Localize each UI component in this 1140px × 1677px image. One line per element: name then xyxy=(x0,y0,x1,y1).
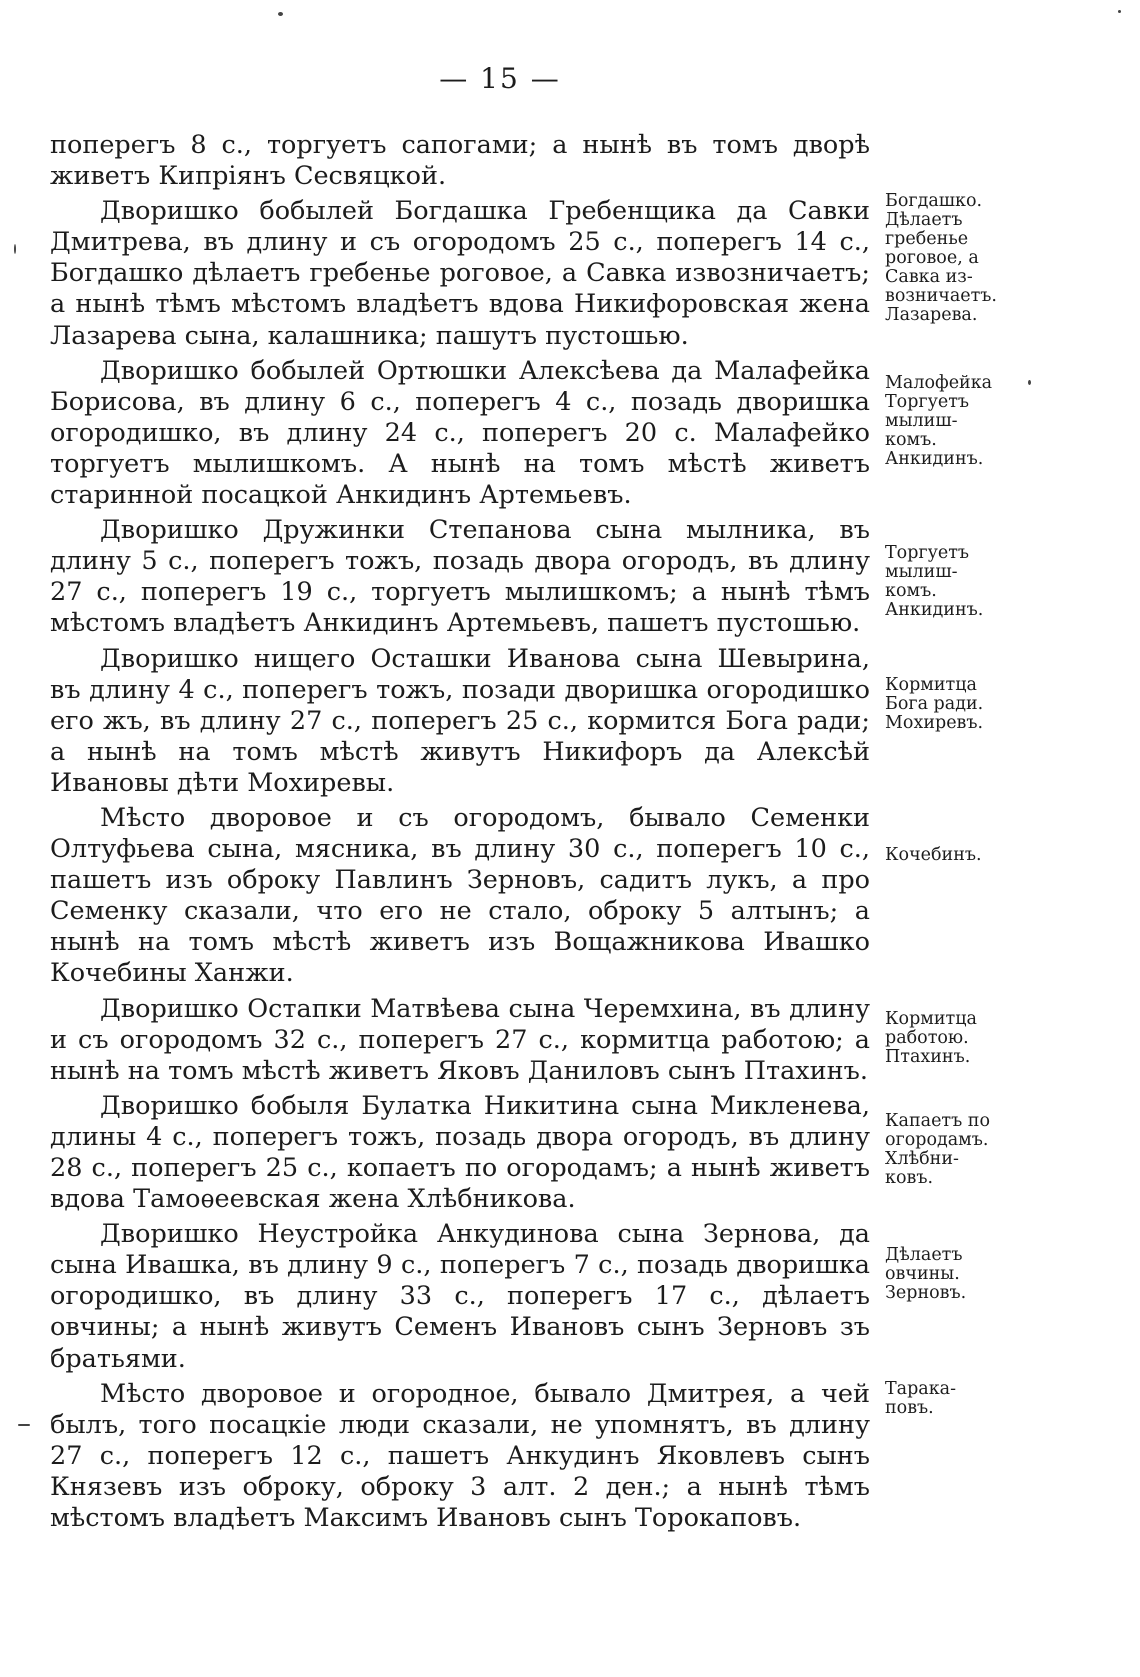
paragraph-1: поперегъ 8 с., торгуетъ сапогами; а нынѣ въ томъ дворѣ живетъ Кипріянъ Сесвяцкой. xyxy=(50,130,870,192)
margin-note-ankidin: Торгуетъ мылиш- комъ. Анкидинъ. xyxy=(885,543,984,620)
margin-note-bogdashko: Богдашко. Дѣлаетъ гребенье роговое, а Савка из- возничаетъ. Лазарева. xyxy=(885,191,997,325)
paragraph-2: Дворишко бобылей Богдашка Гребенщика да Савки Дмитрева, въ длину и съ огородомъ 25 с., поперегъ 14 с., Богдашко дѣлаетъ гребенье роговое, а Савка извозничаетъ; а нынѣ тѣмъ мѣстомъ владѣетъ вдова Никифоровская жена Лазарева сына, калашника; пашутъ пустошью. xyxy=(50,196,870,351)
scan-speck xyxy=(1028,380,1031,385)
body-text xyxy=(50,130,870,1538)
paragraph-6: Мѣсто дворовое и съ огородомъ, бывало Семенки Олтуфьева сына, мясника, въ длину 30 с., поперегъ 10 с., пашетъ изъ оброку Павлинъ Зерновъ, садитъ лукъ, а про Семенку сказали, что его не стало, оброку 5 алтынъ; а нынѣ на томъ мѣстѣ живетъ изъ Вощажникова Ивашко Кочебины Ханжи. xyxy=(50,802,870,989)
margin-note-malofeika: Малофейка Торгуетъ мылиш- комъ. Анкидинъ. xyxy=(885,373,993,469)
scan-speck xyxy=(14,244,16,254)
paragraph-4: Дворишко Дружинки Степанова сына мылника, въ длину 5 с., поперегъ тожъ, позадь двора огородъ, въ длину 27 с., поперегъ 19 с., торгуетъ мылишкомъ; а нынѣ тѣмъ мѣстомъ владѣетъ Анкидинъ Артемьевъ, пашетъ пустошью. xyxy=(50,515,870,639)
margin-note-mokhirev: Кормитца Бога ради. Мохиревъ. xyxy=(885,675,984,733)
paragraph-3: Дворишко бобылей Ортюшки Алексѣева да Малафейка Борисова, въ длину 6 с., поперегъ 4 с., позадь дворишка огородишко, въ длину 24 с., поперегъ 20 с. Малафейко торгуетъ мылишкомъ. А нынѣ на томъ мѣстѣ живетъ старинной посацкой Анкидинъ Артемьевъ. xyxy=(50,355,870,511)
paragraph-5: Дворишко нищего Осташки Иванова сына Шевырина, въ длину 4 с., поперегъ тожъ, позади дворишка огородишко его жъ, въ длину 27 с., поперегъ 25 с., кормится Бога ради; а нынѣ на томъ мѣстѣ живутъ Никифоръ да Алексѣй Ивановы дѣти Мохиревы. xyxy=(50,643,870,798)
margin-note-kochebin: Кочебинъ. xyxy=(885,845,982,865)
margin-note-ptakhin: Кормитца работою. Птахинъ. xyxy=(885,1009,977,1067)
margin-note-tarakapov: Тарака- повъ. xyxy=(885,1379,957,1418)
paragraph-7: Дворишко Остапки Матвѣева сына Черемхина, въ длину и съ огородомъ 32 с., поперегъ 27 с., кормитца работою; а нынѣ на томъ мѣстѣ живетъ Яковъ Даниловъ сынъ Птахинъ. xyxy=(50,993,870,1086)
scan-speck xyxy=(278,12,283,16)
page-number: — 15 — xyxy=(439,62,561,95)
scan-speck xyxy=(18,1424,30,1426)
margin-note-zernov: Дѣлаетъ овчины. Зерновъ. xyxy=(885,1245,967,1303)
margin-note-khlebnikov: Капаетъ по огородамъ. Хлѣбни- ковъ. xyxy=(885,1111,991,1188)
paragraph-8: Дворишко бобыля Булатка Никитина сына Микленева, длины 4 с., поперегъ тожъ, позадь двора огородъ, въ длину 28 с., поперегъ 25 с., копаетъ по огородамъ; а нынѣ живетъ вдова Тамоѳеевская жена Хлѣбникова. xyxy=(50,1090,870,1215)
scan-speck xyxy=(1118,10,1121,13)
paragraph-9: Дворишко Неустройка Анкудинова сына Зернова, да сына Ивашка, въ длину 9 с., поперегъ 7 с., позадь дворишка огородишко, въ длину 33 с., поперегъ 17 с., дѣлаетъ овчины; а нынѣ живутъ Семенъ Ивановъ сынъ Зерновъ зъ братьями. xyxy=(50,1219,870,1374)
paragraph-10: Мѣсто дворовое и огородное, бывало Дмитрея, а чей былъ, того посацкіе люди сказали, не упомнятъ, въ длину 27 с., поперегъ 12 с., пашетъ Анкудинъ Яковлевъ сынъ Князевъ изъ оброку, оброку 3 алт. 2 ден.; а нынѣ тѣмъ мѣстомъ владѣетъ Максимъ Ивановъ сынъ Торокаповъ. xyxy=(50,1378,870,1534)
